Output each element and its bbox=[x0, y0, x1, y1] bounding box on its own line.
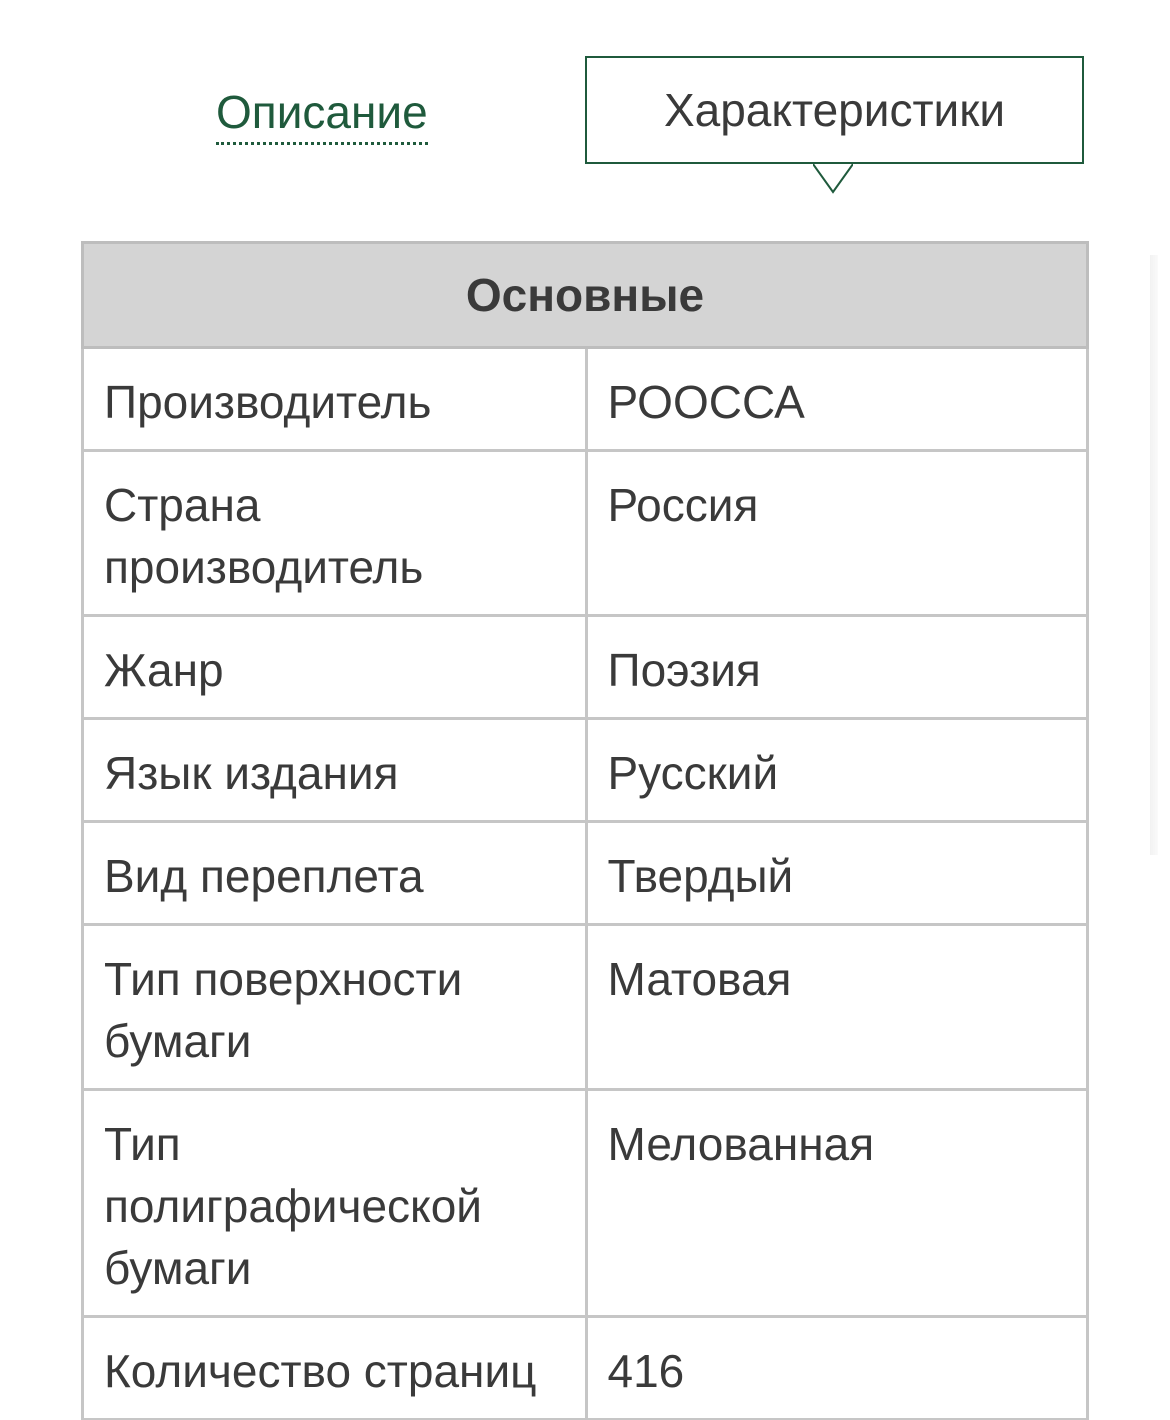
spec-key: Язык издания bbox=[83, 719, 587, 822]
spec-value: Матовая bbox=[586, 925, 1088, 1090]
tab-specs[interactable]: Характеристики bbox=[585, 56, 1084, 164]
table-row bbox=[83, 616, 1088, 719]
spec-value: Поэзия bbox=[586, 616, 1088, 719]
spec-value: 416 bbox=[586, 1317, 1088, 1420]
spec-value: Твердый bbox=[586, 822, 1088, 925]
table-row bbox=[83, 925, 1088, 1090]
spec-key: Производитель bbox=[83, 348, 587, 451]
section-header-row bbox=[83, 243, 1088, 348]
tab-description[interactable]: Описание bbox=[216, 84, 428, 145]
scrollbar[interactable] bbox=[1150, 255, 1158, 855]
spec-key: Страна производитель bbox=[83, 451, 587, 616]
table-row bbox=[83, 719, 1088, 822]
table-row bbox=[83, 822, 1088, 925]
spec-key: Тип полиграфической бумаги bbox=[83, 1090, 587, 1317]
table-row bbox=[83, 1090, 1088, 1317]
spec-key: Тип поверхности бумаги bbox=[83, 925, 587, 1090]
active-tab-pointer-icon bbox=[813, 164, 853, 194]
spec-value: РООССА bbox=[586, 348, 1088, 451]
specs-table bbox=[81, 241, 1089, 1420]
spec-value: Русский bbox=[586, 719, 1088, 822]
section-title: Основные bbox=[83, 243, 1088, 348]
spec-value: Мелованная bbox=[586, 1090, 1088, 1317]
spec-key: Количество страниц bbox=[83, 1317, 587, 1420]
spec-key: Вид переплета bbox=[83, 822, 587, 925]
table-row bbox=[83, 1317, 1088, 1420]
spec-key: Жанр bbox=[83, 616, 587, 719]
table-row bbox=[83, 348, 1088, 451]
table-row bbox=[83, 451, 1088, 616]
spec-value: Россия bbox=[586, 451, 1088, 616]
